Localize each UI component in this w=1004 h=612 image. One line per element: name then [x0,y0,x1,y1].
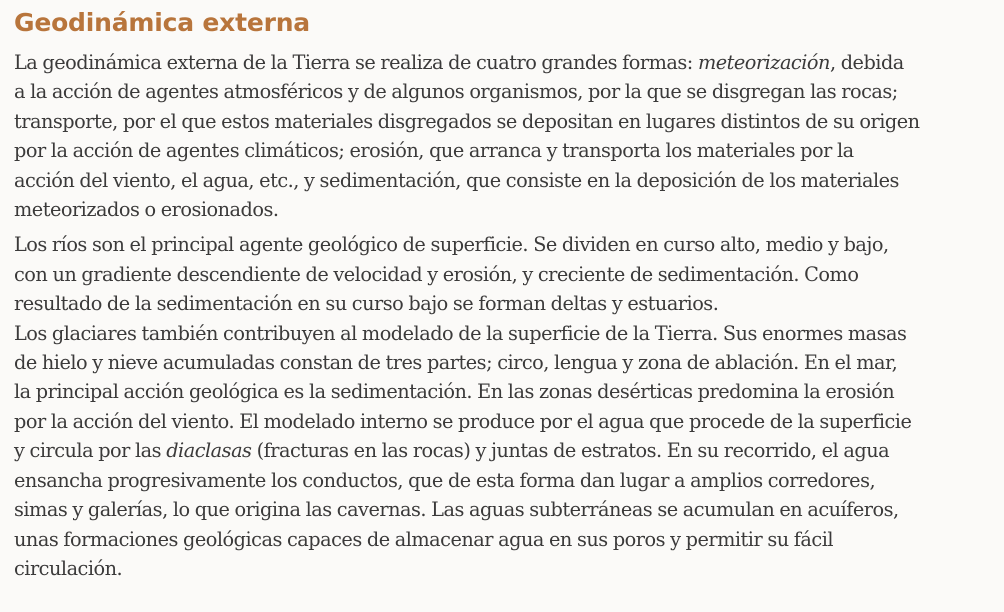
text-line: a la acción de agentes atmosféricos y de algunos organismos, por la que se disgregan las rocas; [14,80,898,104]
text-line: meteorizados o erosionados. [14,198,279,222]
paragraph-rios [14,230,992,318]
text-line: de hielo y nieve acumuladas constan de tres partes; circo, lengua y zona de ablación. En el mar, [14,351,898,375]
text-line: con un gradiente descendiente de velocidad y erosión, y creciente de sedimentación. Como [14,262,859,286]
text-line: La geodinámica externa de la Tierra se realiza de cuatro grandes formas: meteorización, debida [14,51,904,74]
text-line: resultado de la sedimentación en su curso bajo se forman deltas y estuarios. [14,292,719,316]
paragraph-glaciares [14,319,992,584]
text-line: simas y galerías, lo que origina las cavernas. Las aguas subterráneas se acumulan en acuíferos, [14,498,899,522]
text-line: Los ríos son el principal agente geológico de superficie. Se dividen en curso alto, medio y bajo, [14,233,889,257]
term-diaclasas: diaclasas [166,439,252,463]
text-line: y circula por las diaclasas (fracturas en las rocas) y juntas de estratos. En su recorrido, el agua [14,439,890,463]
text-line: la principal acción geológica es la sedimentación. En las zonas desérticas predomina la erosión [14,380,895,404]
text-line: por la acción de agentes climáticos; erosión, que arranca y transporta los materiales por la [14,139,854,163]
paragraph-meteorizacion [14,48,992,224]
text-line: Los glaciares también contribuyen al modelado de la superficie de la Tierra. Sus enormes masas [14,321,907,345]
text-line: circulación. [14,556,123,580]
term-meteorizacion: meteorización [697,51,830,74]
text-line: unas formaciones geológicas capaces de almacenar agua en sus poros y permitir su fácil [14,527,834,551]
section-title: Geodinámica externa [14,8,310,37]
text-line: ensancha progresivamente los conductos, que de esta forma dan lugar a amplios corredores, [14,468,876,492]
text-line: acción del viento, el agua, etc., y sedimentación, que consiste en la deposición de los materiales [14,168,899,192]
text-line: transporte, por el que estos materiales disgregados se depositan en lugares distintos de su origen [14,109,920,133]
text-line: por la acción del viento. El modelado interno se produce por el agua que procede de la superficie [14,409,912,433]
